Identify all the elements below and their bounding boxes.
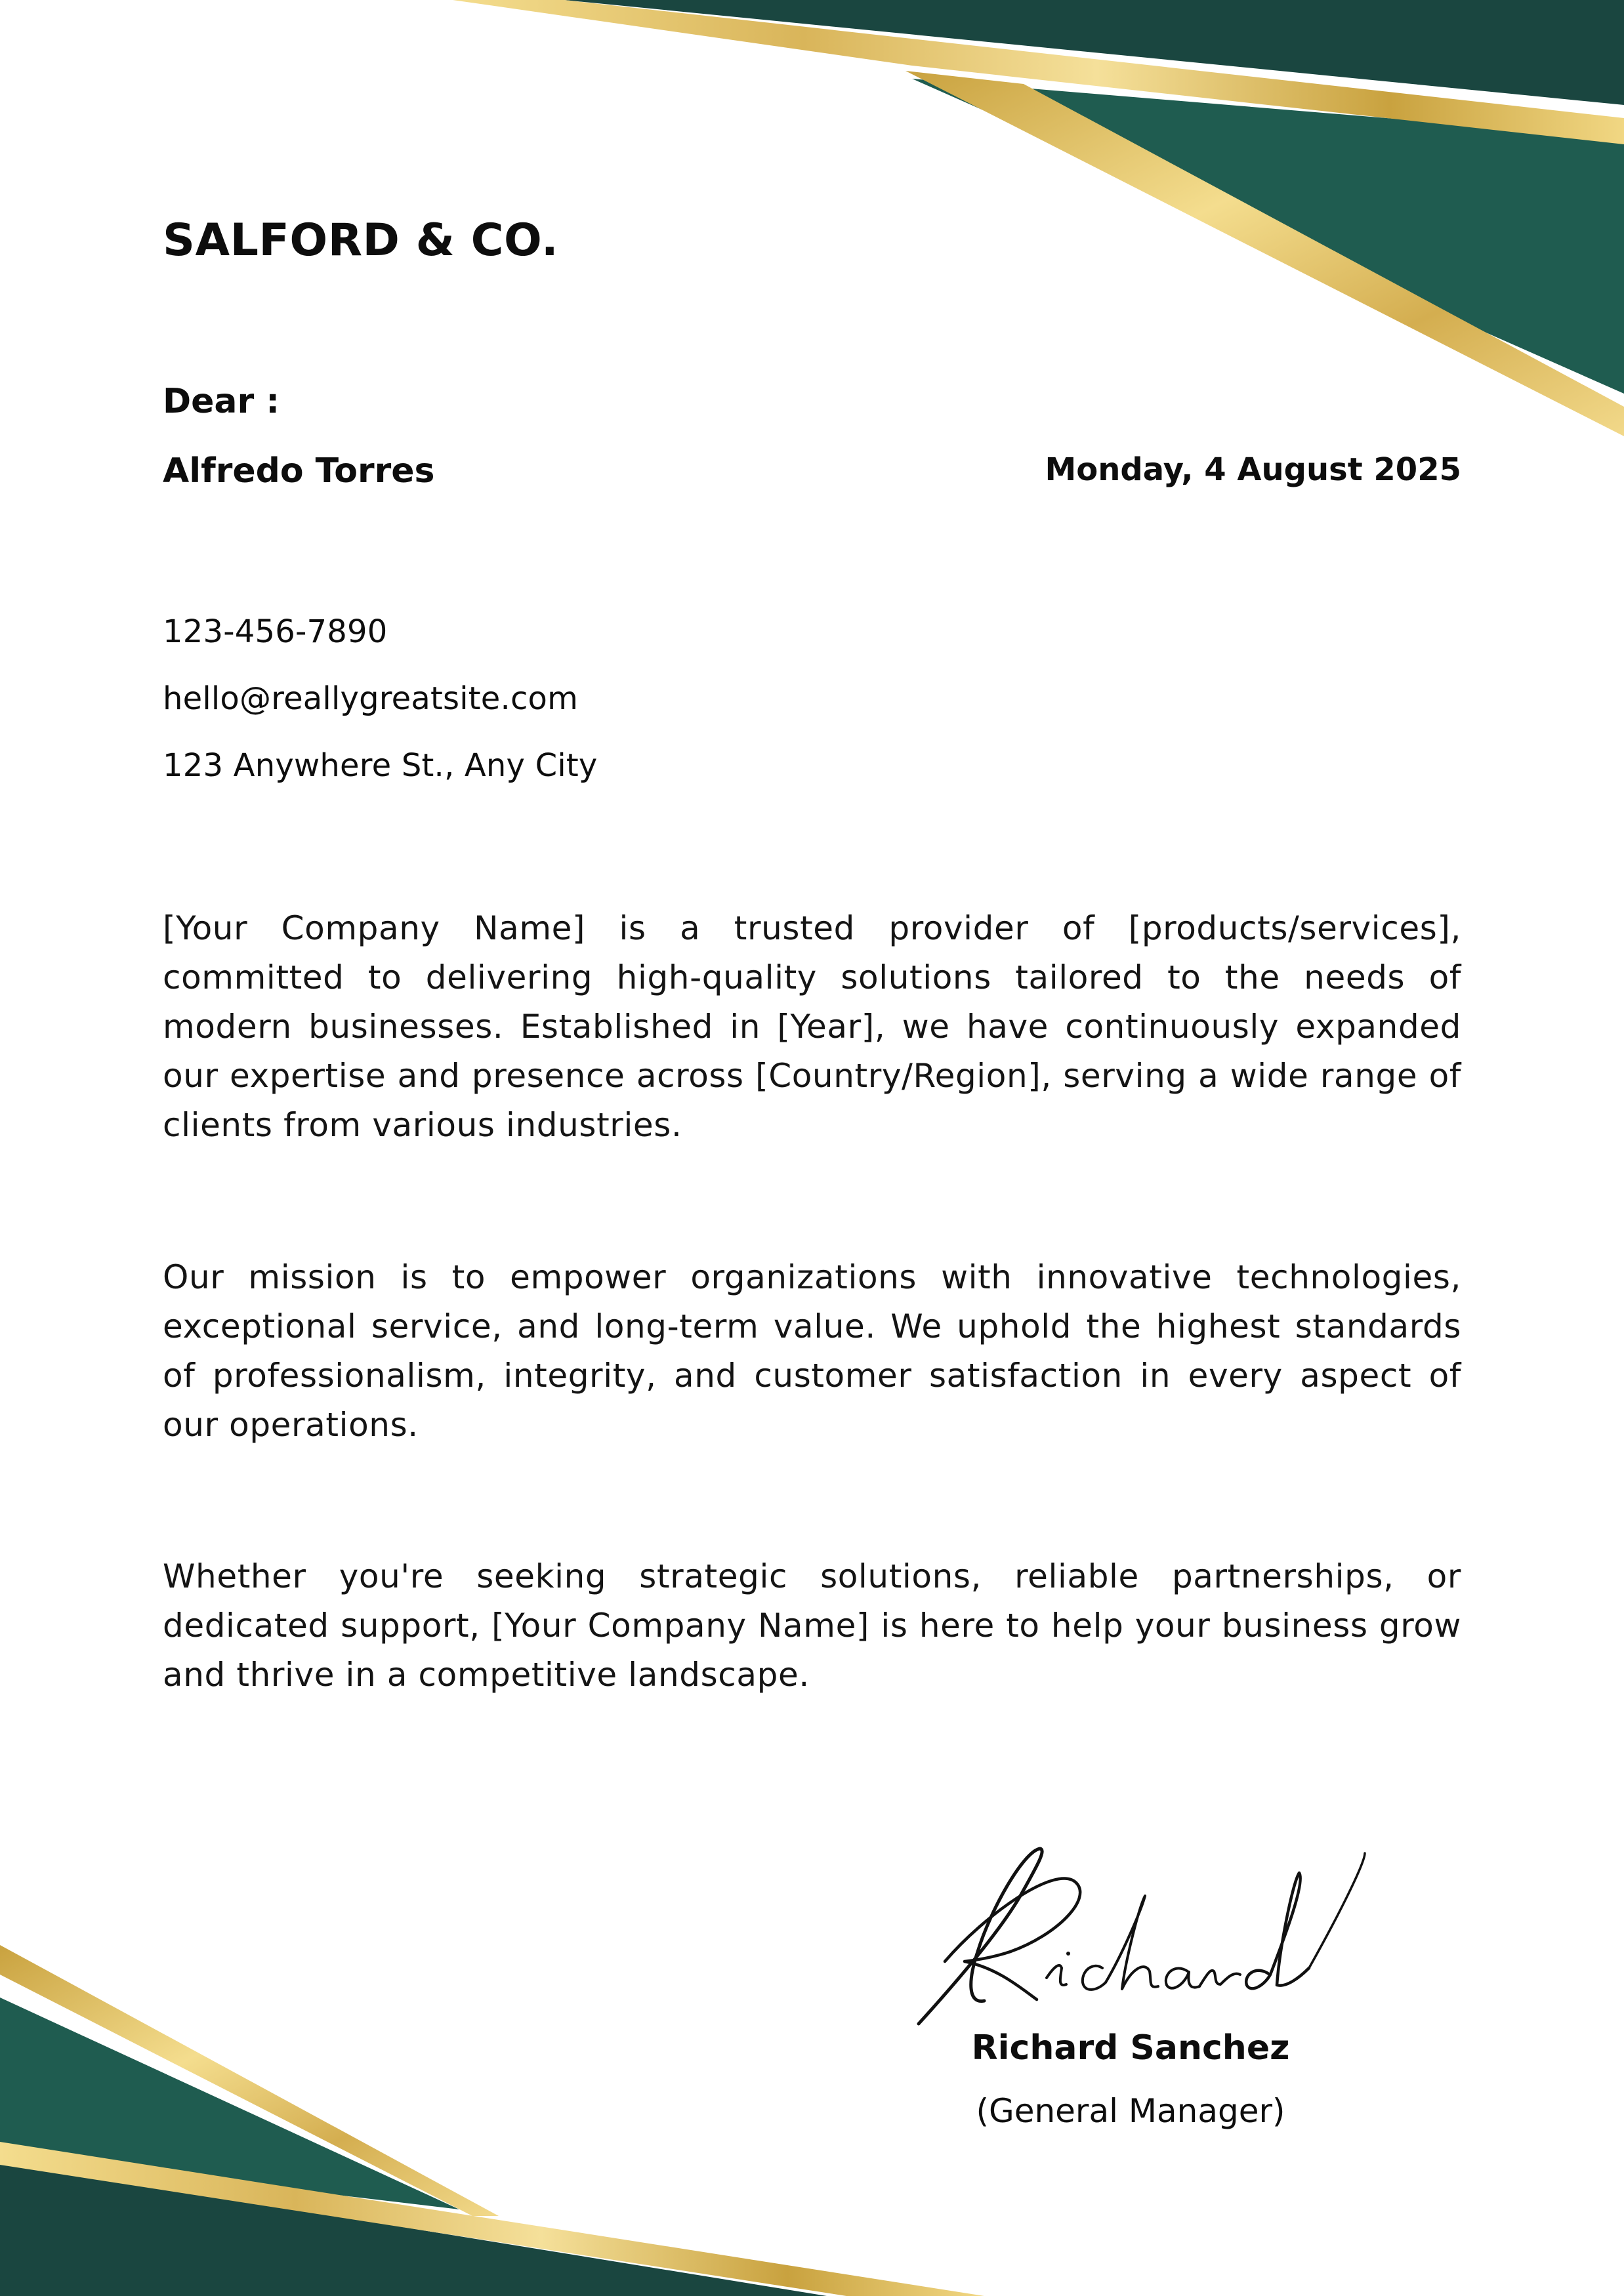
top-right-corner-decoration xyxy=(453,0,1624,436)
bottom-left-corner-decoration xyxy=(0,1945,984,2296)
letter-date: Monday, 4 August 2025 xyxy=(1045,451,1461,488)
body-paragraph-3: Whether you're seeking strategic solutions, reliable partnerships, or dedicated support, [Your Company Name] is here to help your business grow and thrive in a competitive landscape. xyxy=(163,1557,1461,1694)
handwritten-signature xyxy=(906,1837,1378,2034)
contact-email: hello@reallygreatsite.com xyxy=(163,680,579,717)
contact-address: 123 Anywhere St., Any City xyxy=(163,747,598,784)
body-paragraph-1: [Your Company Name] is a trusted provider of [products/services], committed to delivering high-quality solutions tailored to the needs of modern businesses. Established in [Year], we have continuously expanded our expertise and presence across [Country/Region], serving a wide range of clients from various industries. xyxy=(163,909,1461,1144)
contact-phone: 123-456-7890 xyxy=(163,613,388,650)
salutation-label: Dear : xyxy=(163,382,280,421)
signer-name: Richard Sanchez xyxy=(971,2028,1290,2068)
company-name: SALFORD & CO. xyxy=(163,215,559,266)
signer-title: (General Manager) xyxy=(976,2092,1285,2130)
recipient-name: Alfredo Torres xyxy=(163,451,435,491)
contact-info xyxy=(163,598,597,799)
body-paragraph-2: Our mission is to empower organizations with innovative technologies, exceptional service, and long-term value. We uphold the highest standards of professionalism, integrity, and customer satisfaction in every aspect of our operations. xyxy=(163,1258,1461,1444)
